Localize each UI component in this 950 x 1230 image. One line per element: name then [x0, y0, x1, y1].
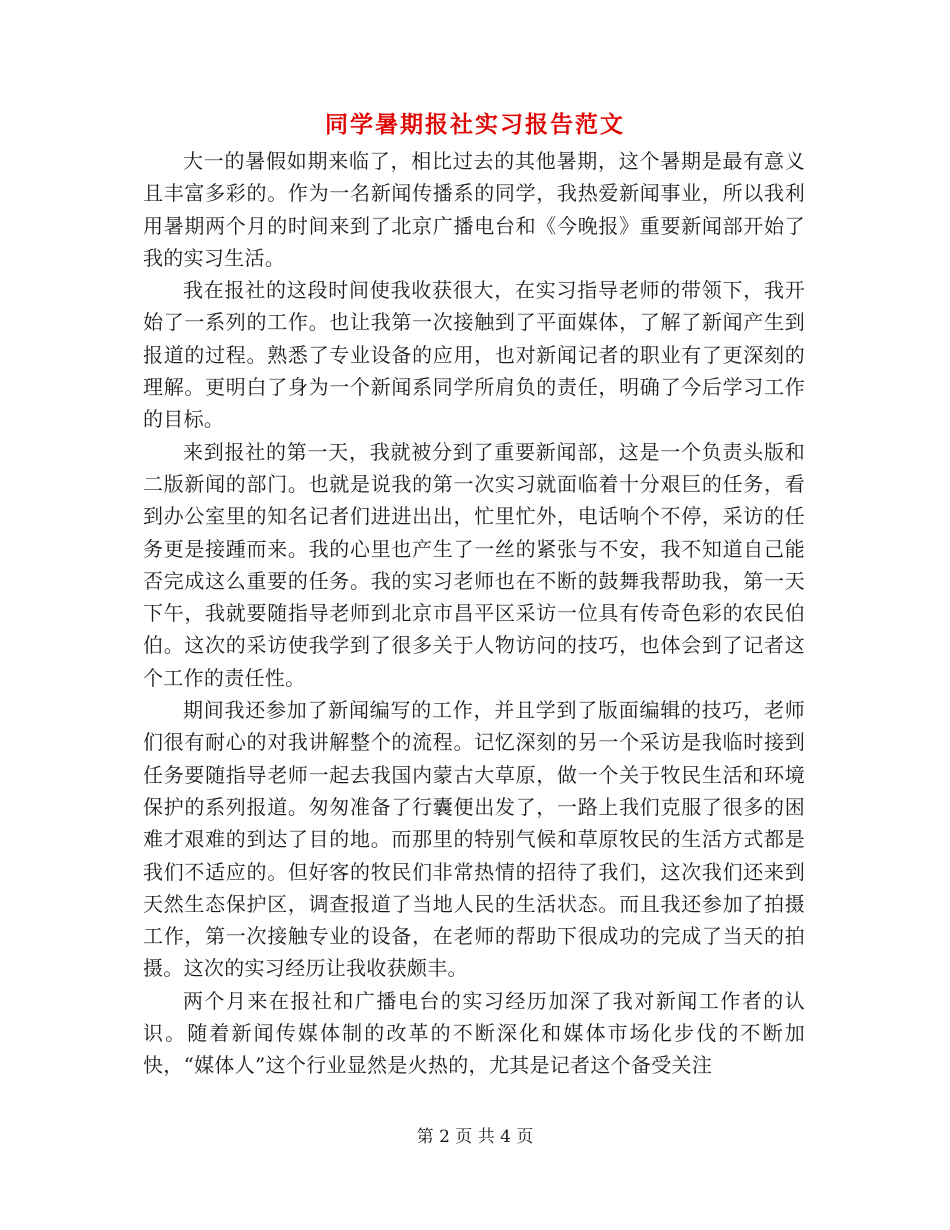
page-number-footer: 第 2 页 共 4 页 [416, 1127, 534, 1147]
paragraph-2: 我在报社的这段时间使我收获很大，在实习指导老师的带领下，我开始了一系列的工作。也让我第一次接触到了平面媒体，了解了新闻产生到报道的过程。熟悉了专业设备的应用，也对新闻记者的职业有了更深刻的理解。更明白了身为一个新闻系同学所肩负的责任，明确了今后学习工作的目标。 [143, 278, 805, 432]
document-title: 同学暑期报社实习报告范文 [325, 111, 625, 138]
paragraph-4: 期间我还参加了新闻编写的工作，并且学到了版面编辑的技巧，老师们很有耐心的对我讲解整个的流程。记忆深刻的另一个采访是我临时接到任务要随指导老师一起去我国内蒙古大草原，做一个关于牧民生活和环境保护的系列报道。匆匆准备了行囊便出发了，一路上我们克服了很多的困难才艰难的到达了目的地。而那里的特别气候和草原牧民的生活方式都是我们不适应的。但好客的牧民们非常热情的招待了我们，这次我们还来到天然生态保护区，调查报道了当地人民的生活状态。而且我还参加了拍摄工作，第一次接触专业的设备，在老师的帮助下很成功的完成了当天的拍摄。这次的实习经历让我收获颇丰。 [143, 698, 805, 981]
document-body [143, 145, 805, 1082]
paragraph-3: 来到报社的第一天，我就被分到了重要新闻部，这是一个负责头版和二版新闻的部门。也就是说我的第一次实习就面临着十分艰巨的任务，看到办公室里的知名记者们进进出出，忙里忙外，电话响个不停，采访的任务更是接踵而来。我的心里也产生了一丝的紧张与不安，我不知道自己能否完成这么重要的任务。我的实习老师也在不断的鼓舞我帮助我，第一天下午，我就要随指导老师到北京市昌平区采访一位具有传奇色彩的农民伯伯。这次的采访使我学到了很多关于人物访问的技巧，也体会到了记者这个工作的责任性。 [143, 439, 805, 690]
paragraph-5: 两个月来在报社和广播电台的实习经历加深了我对新闻工作者的认识。随着新闻传媒体制的改革的不断深化和媒体市场化步伐的不断加快，“媒体人”这个行业显然是火热的，尤其是记者这个备受关注 [143, 988, 805, 1078]
paragraph-1: 大一的暑假如期来临了，相比过去的其他暑期，这个暑期是最有意义且丰富多彩的。作为一名新闻传播系的同学，我热爱新闻事业，所以我利用暑期两个月的时间来到了北京广播电台和《今晚报》重要新闻部开始了我的实习生活。 [143, 149, 805, 270]
